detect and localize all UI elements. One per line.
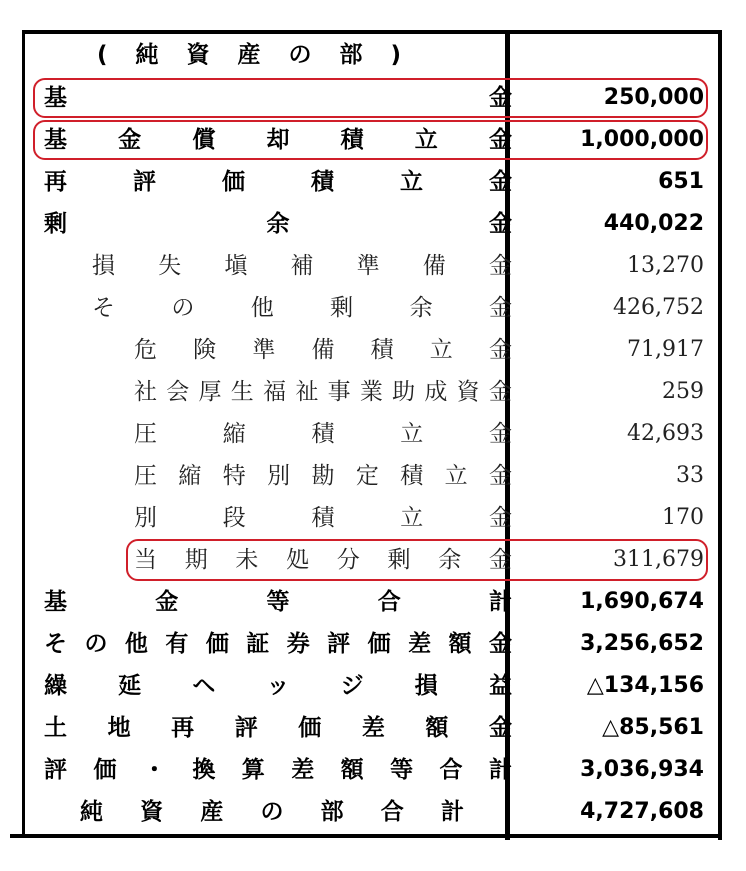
table-bottom-border bbox=[10, 834, 722, 838]
table-top-border bbox=[22, 30, 722, 34]
row-label: 圧 縮 積 立 金 bbox=[134, 421, 512, 447]
row-value: △134,156 bbox=[586, 673, 704, 698]
table-row bbox=[24, 245, 720, 287]
row-label: 損 失 塡 補 準 備 金 bbox=[92, 253, 512, 279]
table-row bbox=[24, 497, 720, 539]
row-value: 1,000,000 bbox=[580, 127, 704, 152]
table-row bbox=[24, 287, 720, 329]
table-row bbox=[24, 581, 720, 623]
row-value: 170 bbox=[662, 505, 704, 530]
table-row bbox=[24, 707, 720, 749]
table-row bbox=[24, 203, 720, 245]
table-row bbox=[24, 791, 720, 833]
highlight-kikin-row bbox=[33, 78, 708, 118]
row-label: 再 評 価 積 立 金 bbox=[44, 169, 512, 195]
row-value: 42,693 bbox=[627, 421, 704, 446]
row-value: 651 bbox=[658, 169, 704, 194]
row-value: 1,690,674 bbox=[580, 589, 704, 614]
row-label: 圧 縮 特 別 勘 定 積 立 金 bbox=[134, 463, 512, 489]
row-value: 4,727,608 bbox=[580, 799, 704, 824]
row-label: 純 資 産 の 部 合 計 bbox=[80, 799, 464, 825]
table-row bbox=[24, 749, 720, 791]
row-label: 基 金 bbox=[44, 85, 512, 111]
row-value: 311,679 bbox=[613, 547, 704, 572]
row-label: 基 金 償 却 積 立 金 bbox=[44, 127, 512, 153]
row-value: 259 bbox=[662, 379, 704, 404]
row-label: 評 価 ・ 換 算 差 額 等 合 計 bbox=[44, 757, 512, 783]
row-value: 33 bbox=[676, 463, 704, 488]
row-value: △85,561 bbox=[602, 715, 704, 740]
row-value: 3,036,934 bbox=[580, 757, 704, 782]
row-value: 426,752 bbox=[613, 295, 704, 320]
row-label: そ の 他 剰 余 金 bbox=[92, 295, 512, 321]
highlight-tokimishobun-row bbox=[126, 539, 708, 581]
row-value: 3,256,652 bbox=[580, 631, 704, 656]
row-label: 土 地 再 評 価 差 額 金 bbox=[44, 715, 512, 741]
row-label: 繰 延 ヘ ッ ジ 損 益 bbox=[44, 673, 512, 699]
row-label: 基 金 等 合 計 bbox=[44, 589, 512, 615]
table-row bbox=[24, 371, 720, 413]
row-value: 440,022 bbox=[603, 211, 704, 236]
table-row bbox=[24, 413, 720, 455]
table-row bbox=[24, 623, 720, 665]
row-value: 250,000 bbox=[603, 85, 704, 110]
row-label: 危 険 準 備 積 立 金 bbox=[134, 337, 512, 363]
row-label: そ の 他 有 価 証 券 評 価 差 額 金 bbox=[44, 631, 512, 657]
section-title: ( 純 資 産 の 部 ) bbox=[96, 42, 412, 68]
row-value: 71,917 bbox=[627, 337, 704, 362]
table-row bbox=[24, 665, 720, 707]
row-label: 別 段 積 立 金 bbox=[134, 505, 512, 531]
row-value: 13,270 bbox=[627, 253, 704, 278]
row-label: 社 会 厚 生 福 祉 事 業 助 成 資 金 bbox=[134, 379, 512, 405]
table-row bbox=[24, 329, 720, 371]
row-label: 当 期 未 処 分 剰 余 金 bbox=[134, 547, 512, 573]
table-row bbox=[24, 455, 720, 497]
highlight-kikin-shokyaku-row bbox=[33, 120, 708, 160]
table-row bbox=[24, 161, 720, 203]
row-label: 剰 余 金 bbox=[44, 211, 512, 237]
